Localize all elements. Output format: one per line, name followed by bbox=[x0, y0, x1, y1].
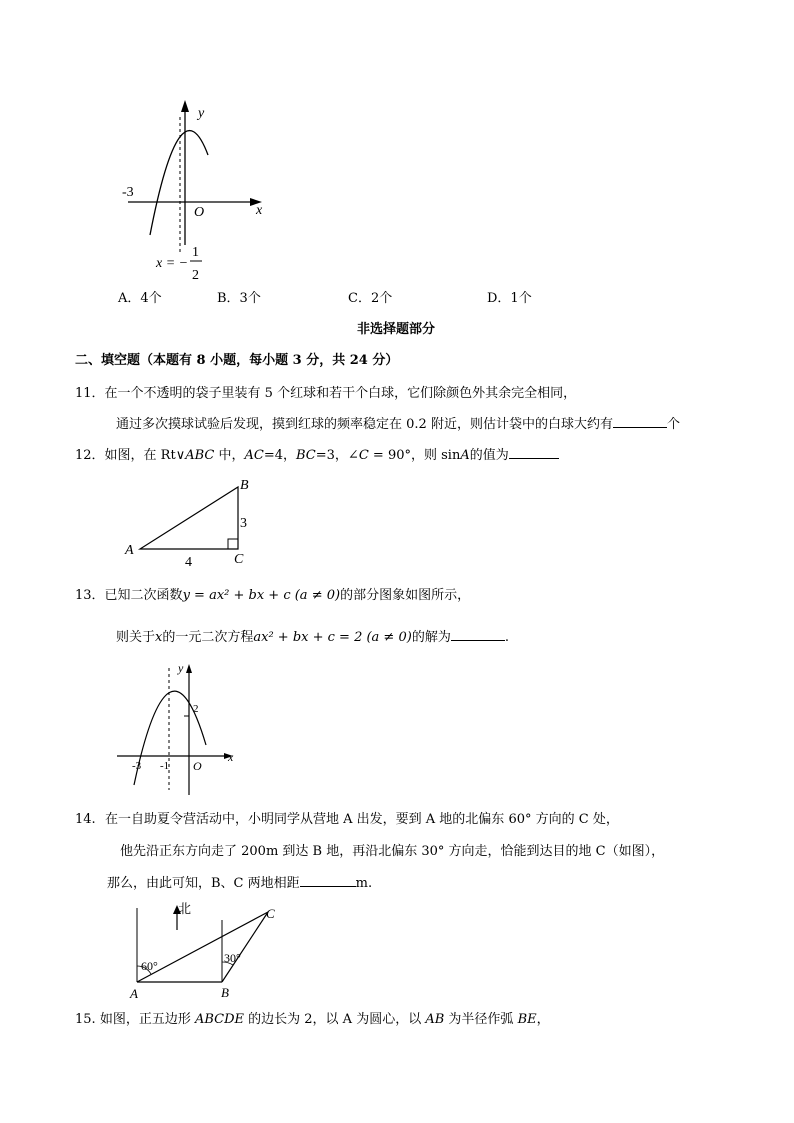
q12-bc: BC bbox=[296, 448, 316, 463]
q13-x: x bbox=[155, 630, 163, 645]
q11-number: 11． bbox=[75, 386, 105, 401]
q12-text-c: 的值为 bbox=[469, 448, 509, 463]
q13-text2b: 的一元二次方程 bbox=[162, 630, 254, 645]
q13-y-label: y bbox=[178, 661, 184, 675]
q10-axis-num: 1 bbox=[192, 245, 199, 260]
q15-text-b: 的边长为 2，以 A 为圆心，以 bbox=[244, 1012, 426, 1027]
q14-label-b: B bbox=[221, 985, 229, 1000]
q10-y-label: y bbox=[198, 106, 205, 121]
q12-c: C bbox=[358, 448, 369, 463]
q11-answer-blank[interactable] bbox=[613, 415, 667, 428]
q12-side-ac: 4 bbox=[185, 555, 192, 570]
q15-poly: ABCDE bbox=[194, 1012, 245, 1027]
q14-label-c: C bbox=[266, 906, 275, 921]
q11-text1: 在一个不透明的袋子里装有 5 个红球和若干个白球，它们除颜色外其余完全相同， bbox=[104, 386, 577, 401]
q14-angle-b: 30° bbox=[224, 951, 241, 965]
q14-angle-a: 60° bbox=[141, 959, 158, 973]
q13-axis-label: -1 bbox=[160, 760, 170, 772]
q11-text2: 通过多次摸球试验后发现，摸到红球的频率稳定在 0.2 附近，则估计袋中的白球大约有 bbox=[116, 417, 613, 432]
q12-line bbox=[75, 446, 559, 465]
q12-number: 12． bbox=[75, 448, 105, 463]
q12-label-a: A bbox=[125, 543, 134, 558]
q14-label-a: A bbox=[130, 986, 138, 1001]
q10-origin-label: O bbox=[194, 205, 205, 220]
q13-text1a: 已知二次函数 bbox=[104, 588, 183, 603]
q14-line3 bbox=[107, 874, 372, 893]
q14-line1 bbox=[75, 811, 619, 829]
q15-text-a: 如图，正五边形 bbox=[99, 1012, 195, 1027]
q12-side-bc: 3 bbox=[240, 516, 247, 531]
q11-line2 bbox=[116, 415, 680, 434]
q14-number: 14. bbox=[75, 812, 96, 827]
q12-label-c: C bbox=[234, 552, 244, 567]
part2-header: 二、填空题（本题有 8 小题，每小题 3 分，共 24 分） bbox=[75, 353, 399, 368]
q10-option-d[interactable]: D．1个 bbox=[487, 291, 532, 306]
q15-text-d: ， bbox=[536, 1012, 550, 1027]
q10-option-c[interactable]: C．2个 bbox=[348, 291, 393, 306]
q15-number: 15. bbox=[75, 1012, 96, 1027]
q13-x-label: x bbox=[228, 750, 234, 764]
q10-x-label: x bbox=[256, 203, 263, 218]
q10-option-a[interactable]: A．4个 bbox=[118, 291, 162, 306]
q15-line bbox=[75, 1011, 550, 1029]
q10-axis-eq: x = − bbox=[156, 256, 189, 271]
q12-label-b: B bbox=[240, 478, 249, 493]
q12-deg: = 90°，则 sin bbox=[368, 448, 461, 463]
q12-text-a: 如图，在 Rt bbox=[104, 448, 176, 463]
q14-direction-figure bbox=[125, 900, 285, 1005]
q13-number: 13． bbox=[75, 588, 105, 603]
q13-text2a: 则关于 bbox=[116, 630, 156, 645]
q13-root-label: -3 bbox=[132, 760, 142, 772]
q13-answer-blank[interactable] bbox=[451, 628, 505, 641]
q13-end: . bbox=[504, 630, 509, 645]
q12-abc: ABC bbox=[185, 448, 215, 463]
q13-line1 bbox=[75, 587, 470, 605]
q13-origin-label: O bbox=[193, 759, 202, 773]
q12-answer-blank[interactable] bbox=[509, 446, 559, 459]
q15-ab: AB bbox=[425, 1012, 445, 1027]
q15-text-c: 为半径作弧 bbox=[444, 1012, 518, 1027]
q11-suffix: 个 bbox=[666, 417, 680, 432]
q15-be: BE bbox=[517, 1012, 537, 1027]
q14-text1: 在一自助夏令营活动中，小明同学从营地 A 出发，要到 A 地的北偏东 60° 方向的 C 处， bbox=[105, 812, 619, 827]
q12-triangle-symbol: ∨ bbox=[175, 448, 186, 463]
q12-a: A bbox=[460, 448, 470, 463]
q13-formula2: ax² + bx + c = 2 (a ≠ 0) bbox=[253, 630, 412, 645]
section-title: 非选择题部分 bbox=[357, 322, 436, 337]
q12-ac: AC bbox=[244, 448, 264, 463]
q11-line1 bbox=[75, 385, 576, 403]
q13-line2 bbox=[116, 628, 509, 647]
q10-root-label: -3 bbox=[122, 185, 134, 200]
q10-axis-den: 2 bbox=[192, 268, 199, 283]
q14-text3a: 那么，由此可知，B、C 两地相距 bbox=[107, 876, 300, 891]
q14-text2: 他先沿正东方向走了 200m 到达 B 地，再沿北偏东 30° 方向走，恰能到达目的地 C（如图）， bbox=[120, 844, 665, 859]
q14-line2 bbox=[120, 843, 664, 861]
q13-text2c: 的解为 bbox=[411, 630, 451, 645]
q12-triangle-figure bbox=[120, 475, 260, 570]
q10-option-b[interactable]: B．3个 bbox=[217, 291, 261, 306]
q12-eq3: =3，∠ bbox=[315, 448, 359, 463]
q10-parabola-graph bbox=[110, 95, 280, 290]
q14-text3b: m. bbox=[355, 876, 373, 891]
q13-formula1: y = ax² + bx + c (a ≠ 0) bbox=[182, 588, 341, 603]
q12-text-b: 中， bbox=[214, 448, 245, 463]
q14-north-label: 北 bbox=[178, 901, 192, 916]
q13-text1b: 的部分图象如图所示， bbox=[340, 588, 471, 603]
q12-eq4: =4， bbox=[263, 448, 297, 463]
q13-parabola-graph bbox=[112, 660, 242, 800]
q13-intercept-label: 2 bbox=[193, 703, 199, 715]
q14-answer-blank[interactable] bbox=[300, 874, 356, 887]
